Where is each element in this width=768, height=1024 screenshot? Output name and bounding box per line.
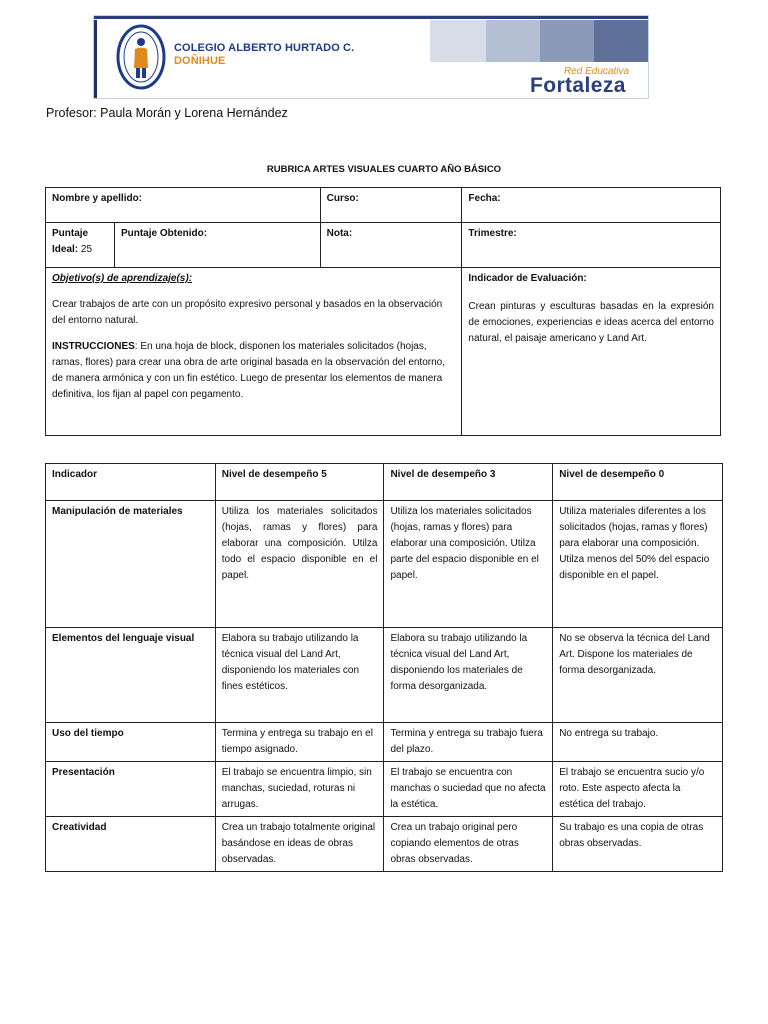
table-row bbox=[46, 188, 721, 223]
rubric-level0: Su trabajo es una copia de otras obras observadas. bbox=[553, 817, 723, 872]
instructions-paragraph bbox=[52, 339, 455, 403]
student-info-table bbox=[45, 187, 721, 436]
rubric-level0: No entrega su trabajo. bbox=[553, 723, 723, 762]
table-row bbox=[46, 223, 721, 268]
banner-top-band bbox=[94, 16, 648, 19]
table-row bbox=[46, 817, 723, 872]
table-row bbox=[46, 628, 723, 723]
grade-label: Nota: bbox=[320, 223, 462, 268]
network-logo-text: Fortaleza bbox=[530, 74, 626, 97]
rubric-level0: No se observa la técnica del Land Art. Dispone los materiales de forma desorganizada. bbox=[553, 628, 723, 723]
banner-shade-block bbox=[486, 20, 540, 62]
date-label: Fecha: bbox=[462, 188, 721, 223]
banner-shade-block bbox=[594, 20, 648, 62]
objective-heading: Objetivo(s) de aprendizaje(s): bbox=[52, 273, 193, 284]
banner-shade-block bbox=[430, 20, 486, 62]
banner-shade-block bbox=[540, 20, 594, 62]
indicator-heading: Indicador de Evaluación: bbox=[468, 273, 587, 284]
rubric-header-level5: Nivel de desempeño 5 bbox=[215, 464, 384, 501]
banner-left-bar bbox=[94, 20, 97, 98]
ideal-score-label: Puntaje Ideal: bbox=[52, 228, 89, 255]
course-label: Curso: bbox=[320, 188, 462, 223]
rubric-indicator: Presentación bbox=[46, 762, 216, 817]
table-row bbox=[46, 464, 723, 501]
rubric-level5: Crea un trabajo totalmente original basándose en ideas de obras observadas. bbox=[215, 817, 384, 872]
objective-text: Crear trabajos de arte con un propósito expresivo personal y basados en la observación del entorno natural. bbox=[52, 299, 443, 326]
rubric-level5: Utiliza los materiales solicitados (hojas, ramas y flores) para elaborar una composición. Utilza todo el espacio disponible en el papel. bbox=[215, 501, 384, 628]
term-label: Trimestre: bbox=[462, 223, 721, 268]
network-label: Red Educativa bbox=[564, 66, 630, 77]
table-row bbox=[46, 762, 723, 817]
rubric-header-indicator: Indicador bbox=[46, 464, 216, 501]
ideal-score-cell bbox=[46, 223, 115, 268]
school-name-line1: COLEGIO ALBERTO HURTADO C. bbox=[174, 42, 355, 54]
ideal-score-value: 25 bbox=[80, 244, 93, 255]
teacher-line: Profesor: Paula Morán y Lorena Hernández bbox=[46, 106, 288, 120]
header-banner bbox=[93, 15, 649, 99]
table-row bbox=[46, 268, 721, 436]
school-name-line2: DOÑIHUE bbox=[174, 55, 226, 67]
document-title: RUBRICA ARTES VISUALES CUARTO AÑO BÁSICO bbox=[266, 164, 502, 175]
rubric-header-level0: Nivel de desempeño 0 bbox=[553, 464, 723, 501]
rubric-level5: Termina y entrega su trabajo en el tiempo asignado. bbox=[215, 723, 384, 762]
rubric-indicator: Creatividad bbox=[46, 817, 216, 872]
rubric-level0: El trabajo se encuentra sucio y/o roto. Este aspecto afecta la estética del trabajo. bbox=[553, 762, 723, 817]
school-seal-icon bbox=[116, 24, 166, 90]
rubric-level5: Elabora su trabajo utilizando la técnica visual del Land Art, disponiendo los materiales con fines estéticos. bbox=[215, 628, 384, 723]
rubric-level3: Elabora su trabajo utilizando la técnica visual del Land Art, disponiendo los materiales de forma desorganizada. bbox=[384, 628, 553, 723]
rubric-indicator: Uso del tiempo bbox=[46, 723, 216, 762]
objective-cell bbox=[46, 268, 462, 436]
rubric-indicator: Manipulación de materiales bbox=[46, 501, 216, 628]
instructions-label: INSTRUCCIONES bbox=[52, 341, 135, 352]
rubric-level3: El trabajo se encuentra con manchas o suciedad que no afecta la estética. bbox=[384, 762, 553, 817]
rubric-level3: Utiliza los materiales solicitados (hojas, ramas y flores) para elaborar una composición. Utilza parte del espacio disponible en el papel. bbox=[384, 501, 553, 628]
table-row bbox=[46, 723, 723, 762]
rubric-level5: El trabajo se encuentra limpio, sin manchas, suciedad, roturas ni arrugas. bbox=[215, 762, 384, 817]
rubric-header-level3: Nivel de desempeño 3 bbox=[384, 464, 553, 501]
school-name bbox=[174, 42, 354, 68]
name-label: Nombre y apellido: bbox=[46, 188, 321, 223]
indicator-cell bbox=[462, 268, 721, 436]
obtained-score-label: Puntaje Obtenido: bbox=[114, 223, 320, 268]
indicator-text: Crean pinturas y esculturas basadas en la expresión de emociones, experiencias e ideas acerca del entorno natural, el paisaje americano y Land Art. bbox=[468, 301, 714, 344]
rubric-level0: Utiliza materiales diferentes a los solicitados (hojas, ramas y flores) para elaborar una composición. Utilza menos del 50% del espacio disponible en el papel. bbox=[553, 501, 723, 628]
rubric-indicator: Elementos del lenguaje visual bbox=[46, 628, 216, 723]
rubric-table bbox=[45, 463, 723, 872]
rubric-level3: Crea un trabajo original pero copiando elementos de otras obras observadas. bbox=[384, 817, 553, 872]
table-row bbox=[46, 501, 723, 628]
instructions-text: : En una hoja de block, disponen los materiales solicitados (hojas, ramas, flores) para crear una obra de arte original basada en la observación del entorno, de manera armónica y con un fin estético. Luego de presentar los elementos de manera definitiva, los fijan al papel con pegamento. bbox=[52, 341, 446, 400]
rubric-level3: Termina y entrega su trabajo fuera del plazo. bbox=[384, 723, 553, 762]
